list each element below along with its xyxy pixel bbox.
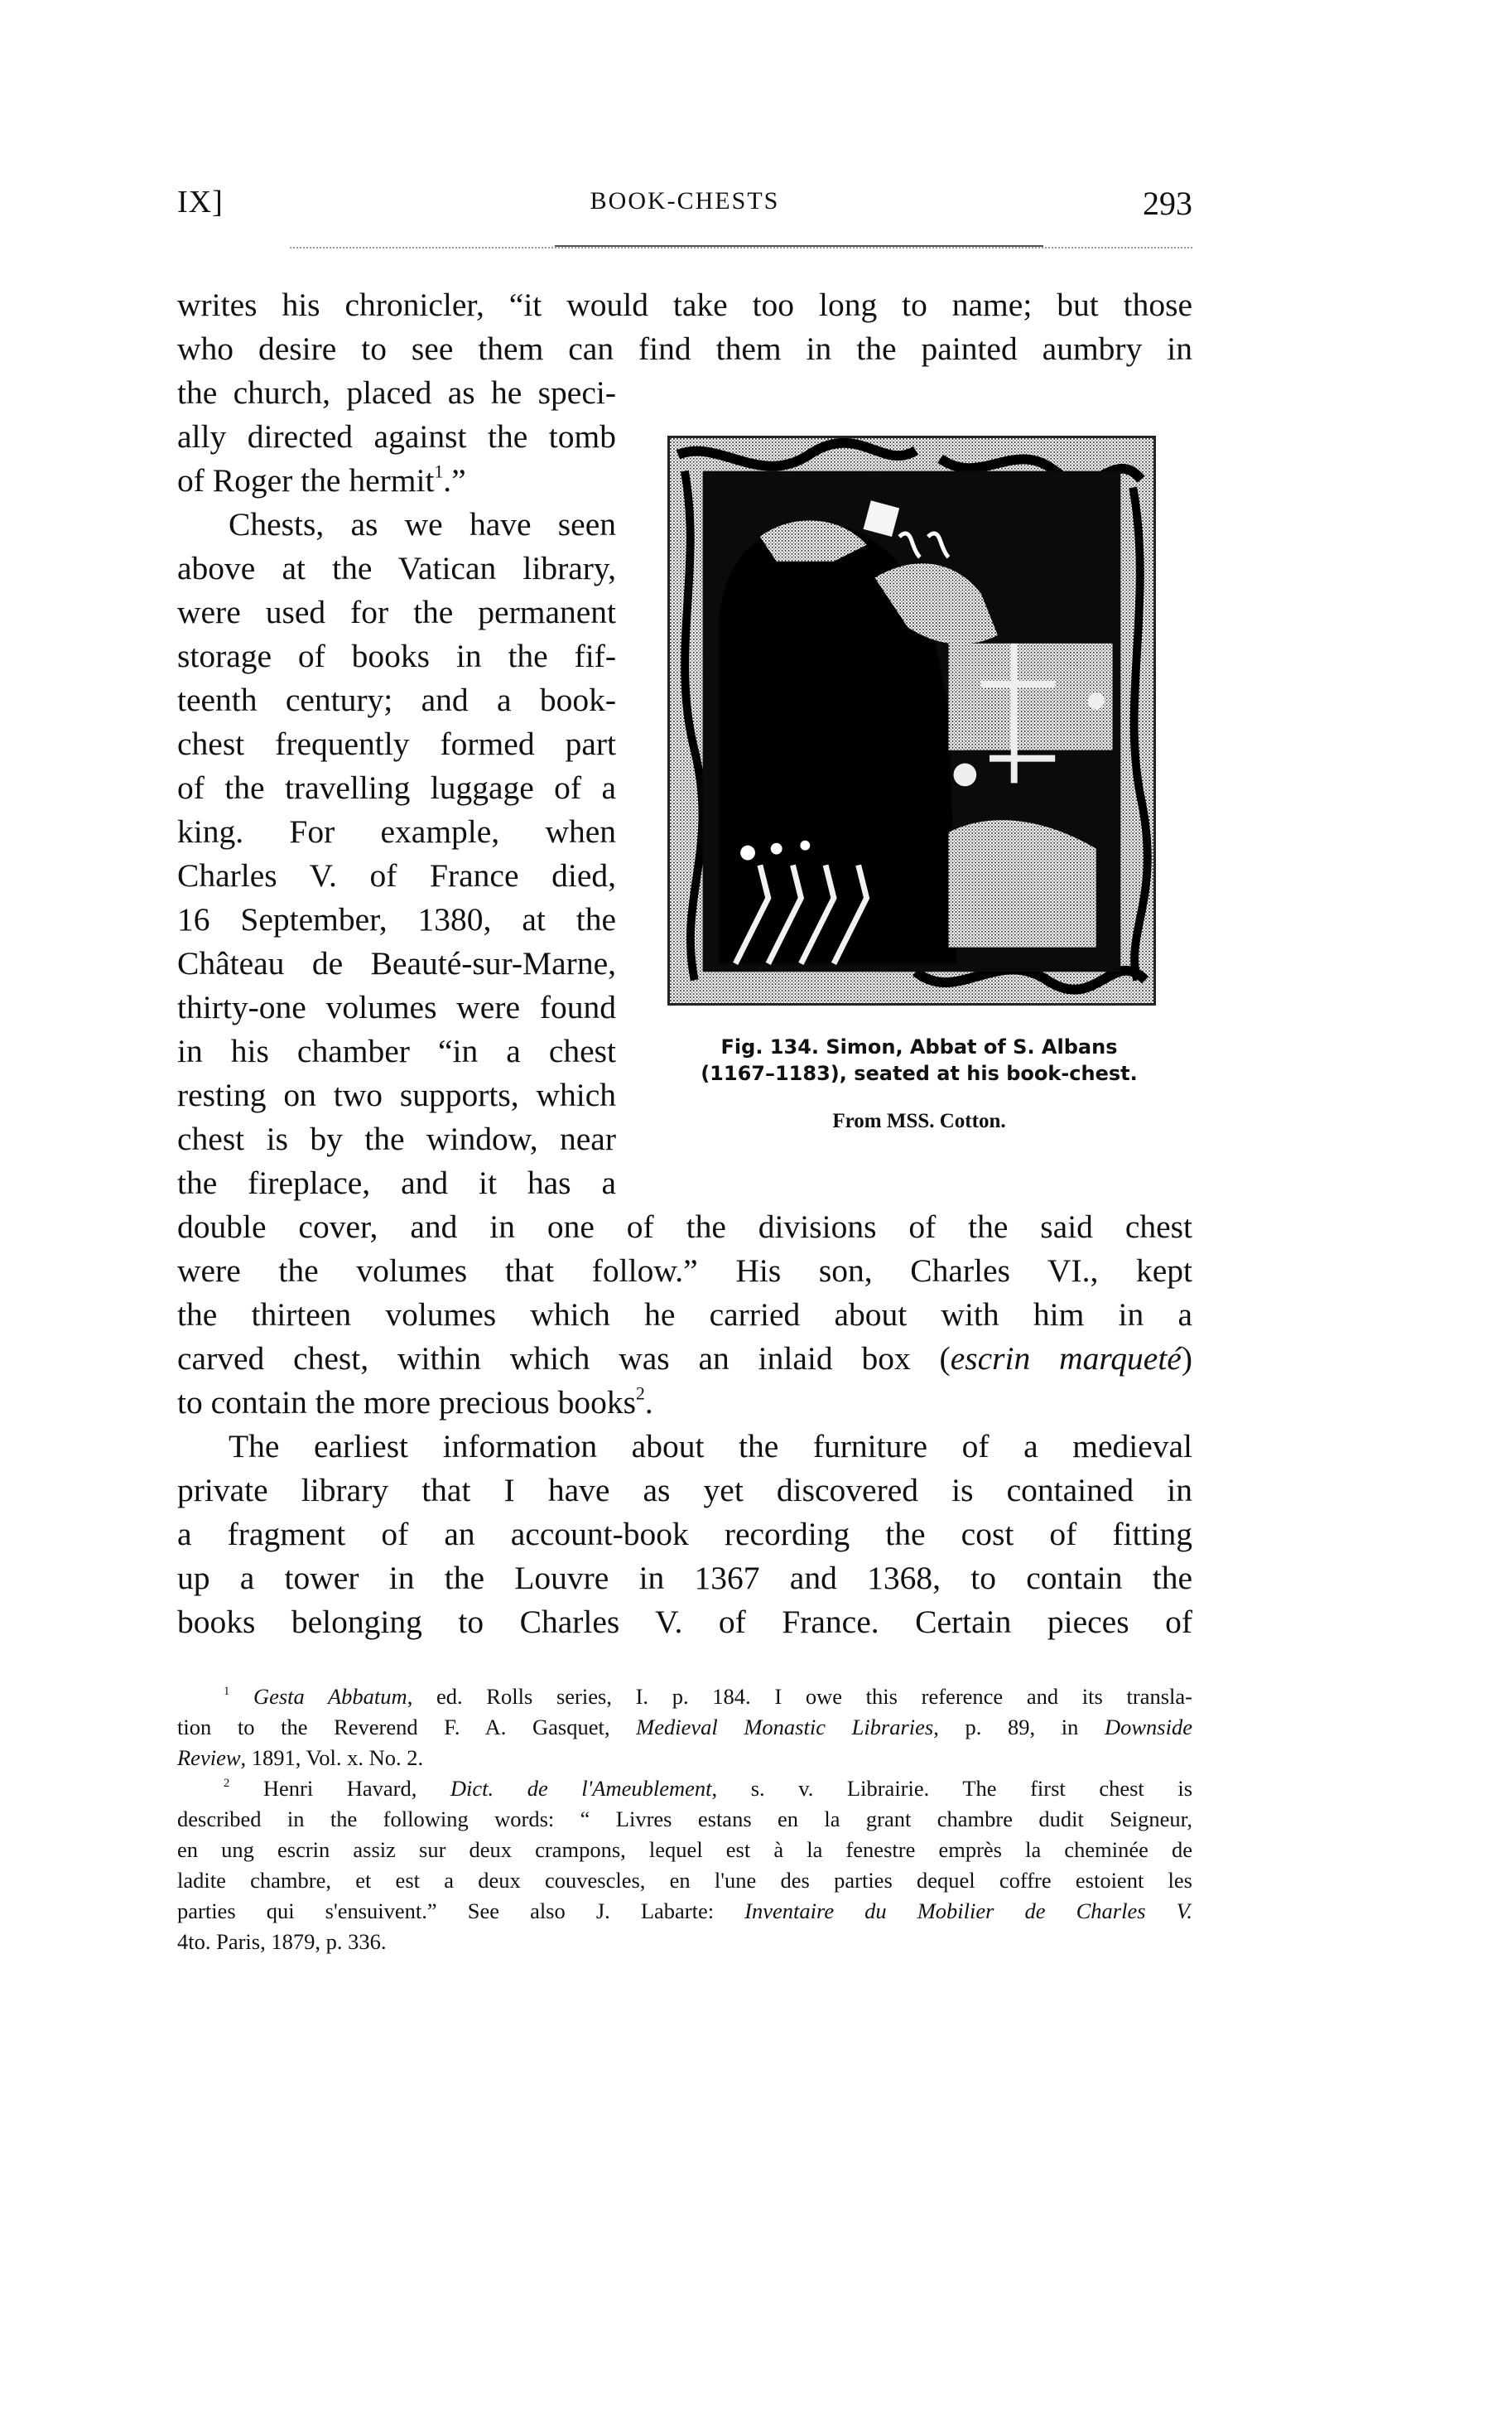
body-line: were the volumes that follow.” His son, Charles VI., kept <box>177 1252 1192 1289</box>
body-line: double cover, and in one of the divisions of the said chest <box>177 1208 1192 1245</box>
footnote-2-line: parties qui s'ensuivent.” See also J. Labarte: Inventaire du Mobilier de Charles V. <box>177 1898 1192 1923</box>
caption-line-1: Fig. 134. Simon, Abbat of S. Albans <box>720 1035 1118 1059</box>
footnote-2-line: ladite chambre, et est a deux couvescles, en l'une des parties dequel coffre estoient les <box>177 1868 1192 1893</box>
caption-line-2: (1167–1183), seated at his book-chest. <box>701 1062 1138 1085</box>
footnote-1-line: Review, 1891, Vol. x. No. 2. <box>177 1745 424 1770</box>
body-line: of the travelling luggage of a <box>177 769 616 806</box>
body-line: Charles V. of France died, <box>177 857 616 894</box>
header-rule-accent <box>555 245 1043 247</box>
body-line: writes his chronicler, “it would take too long to name; but those <box>177 287 1192 323</box>
footnote-2-line: described in the following words: “ Livres estans en la grant chambre dudit Seigneur, <box>177 1807 1192 1831</box>
body-line: the thirteen volumes which he carried about with him in a <box>177 1296 1192 1333</box>
body-line: the church, placed as he speci- <box>177 374 616 411</box>
footnote-2-line: 4to. Paris, 1879, p. 336. <box>177 1929 387 1954</box>
figure-illustration <box>667 436 1156 1006</box>
footnote-ref: 1 <box>434 461 444 482</box>
footnote-ref: 2 <box>635 1383 645 1404</box>
body-line: a fragment of an account-book recording the cost of fitting <box>177 1516 1192 1552</box>
body-line: up a tower in the Louvre in 1367 and 1368, to contain the <box>177 1560 1192 1596</box>
body-line: teenth century; and a book- <box>177 682 616 718</box>
body-line: in his chamber “in a chest <box>177 1033 616 1069</box>
body-line: above at the Vatican library, <box>177 550 616 586</box>
footnote-2-line: $^2$ Henri Havard, Dict. de l'Ameublement, s. v. Librairie. The first chest is <box>224 1776 1193 1801</box>
footnote-1-line: $^1$ Gesta Abbatum, ed. Rolls series, I. p. 184. I owe this reference and its transla- <box>224 1684 1192 1709</box>
body-line: the fireplace, and it has a <box>177 1165 616 1201</box>
body-line: to contain the more precious books$^2$. <box>177 1383 653 1421</box>
body-line: king. For example, when <box>177 813 616 850</box>
body-line: chest is by the window, near <box>177 1121 616 1157</box>
body-line: private library that I have as yet discovered is contained in <box>177 1472 1192 1508</box>
figure-caption <box>654 1034 1184 1087</box>
body-line: The earliest information about the furniture of a medieval <box>229 1428 1192 1464</box>
body-line: carved chest, within which was an inlaid box (escrin marqueté) <box>177 1340 1192 1377</box>
body-line: Château de Beauté-sur-Marne, <box>177 945 616 982</box>
running-header <box>177 184 1192 230</box>
body-line: ally directed against the tomb <box>177 418 616 455</box>
body-line: storage of books in the fif- <box>177 638 616 674</box>
body-line: Chests, as we have seen <box>229 506 616 543</box>
body-line: were used for the permanent <box>177 594 616 630</box>
body-line: chest frequently formed part <box>177 726 616 762</box>
body-line: books belonging to Charles V. of France. Certain pieces of <box>177 1604 1192 1640</box>
footnote-marker: 2 <box>224 1777 230 1791</box>
italic-term: escrin marqueté <box>950 1340 1182 1377</box>
body-line: resting on two supports, which <box>177 1077 616 1113</box>
footnote-2-line: en ung escrin assiz sur deux crampons, lequel est à la fenestre emprès la cheminée de <box>177 1837 1192 1862</box>
footnote-1-line: tion to the Reverend F. A. Gasquet, Medieval Monastic Libraries, p. 89, in Downside <box>177 1715 1192 1739</box>
manuscript-image <box>670 438 1153 1003</box>
running-title: BOOK-CHESTS <box>590 187 780 215</box>
chapter-number: IX] <box>177 185 224 219</box>
header-rule <box>290 247 1192 248</box>
body-line: 16 September, 1380, at the <box>177 901 616 938</box>
body-line: thirty-one volumes were found <box>177 989 616 1025</box>
body-line: of Roger the hermit$^1$.” <box>177 461 466 499</box>
figure-source: From MSS. Cotton. <box>832 1110 1006 1132</box>
body-line: who desire to see them can find them in the painted aumbry in <box>177 330 1192 367</box>
page-number: 293 <box>1143 185 1192 222</box>
footnote-marker: 1 <box>224 1685 230 1699</box>
